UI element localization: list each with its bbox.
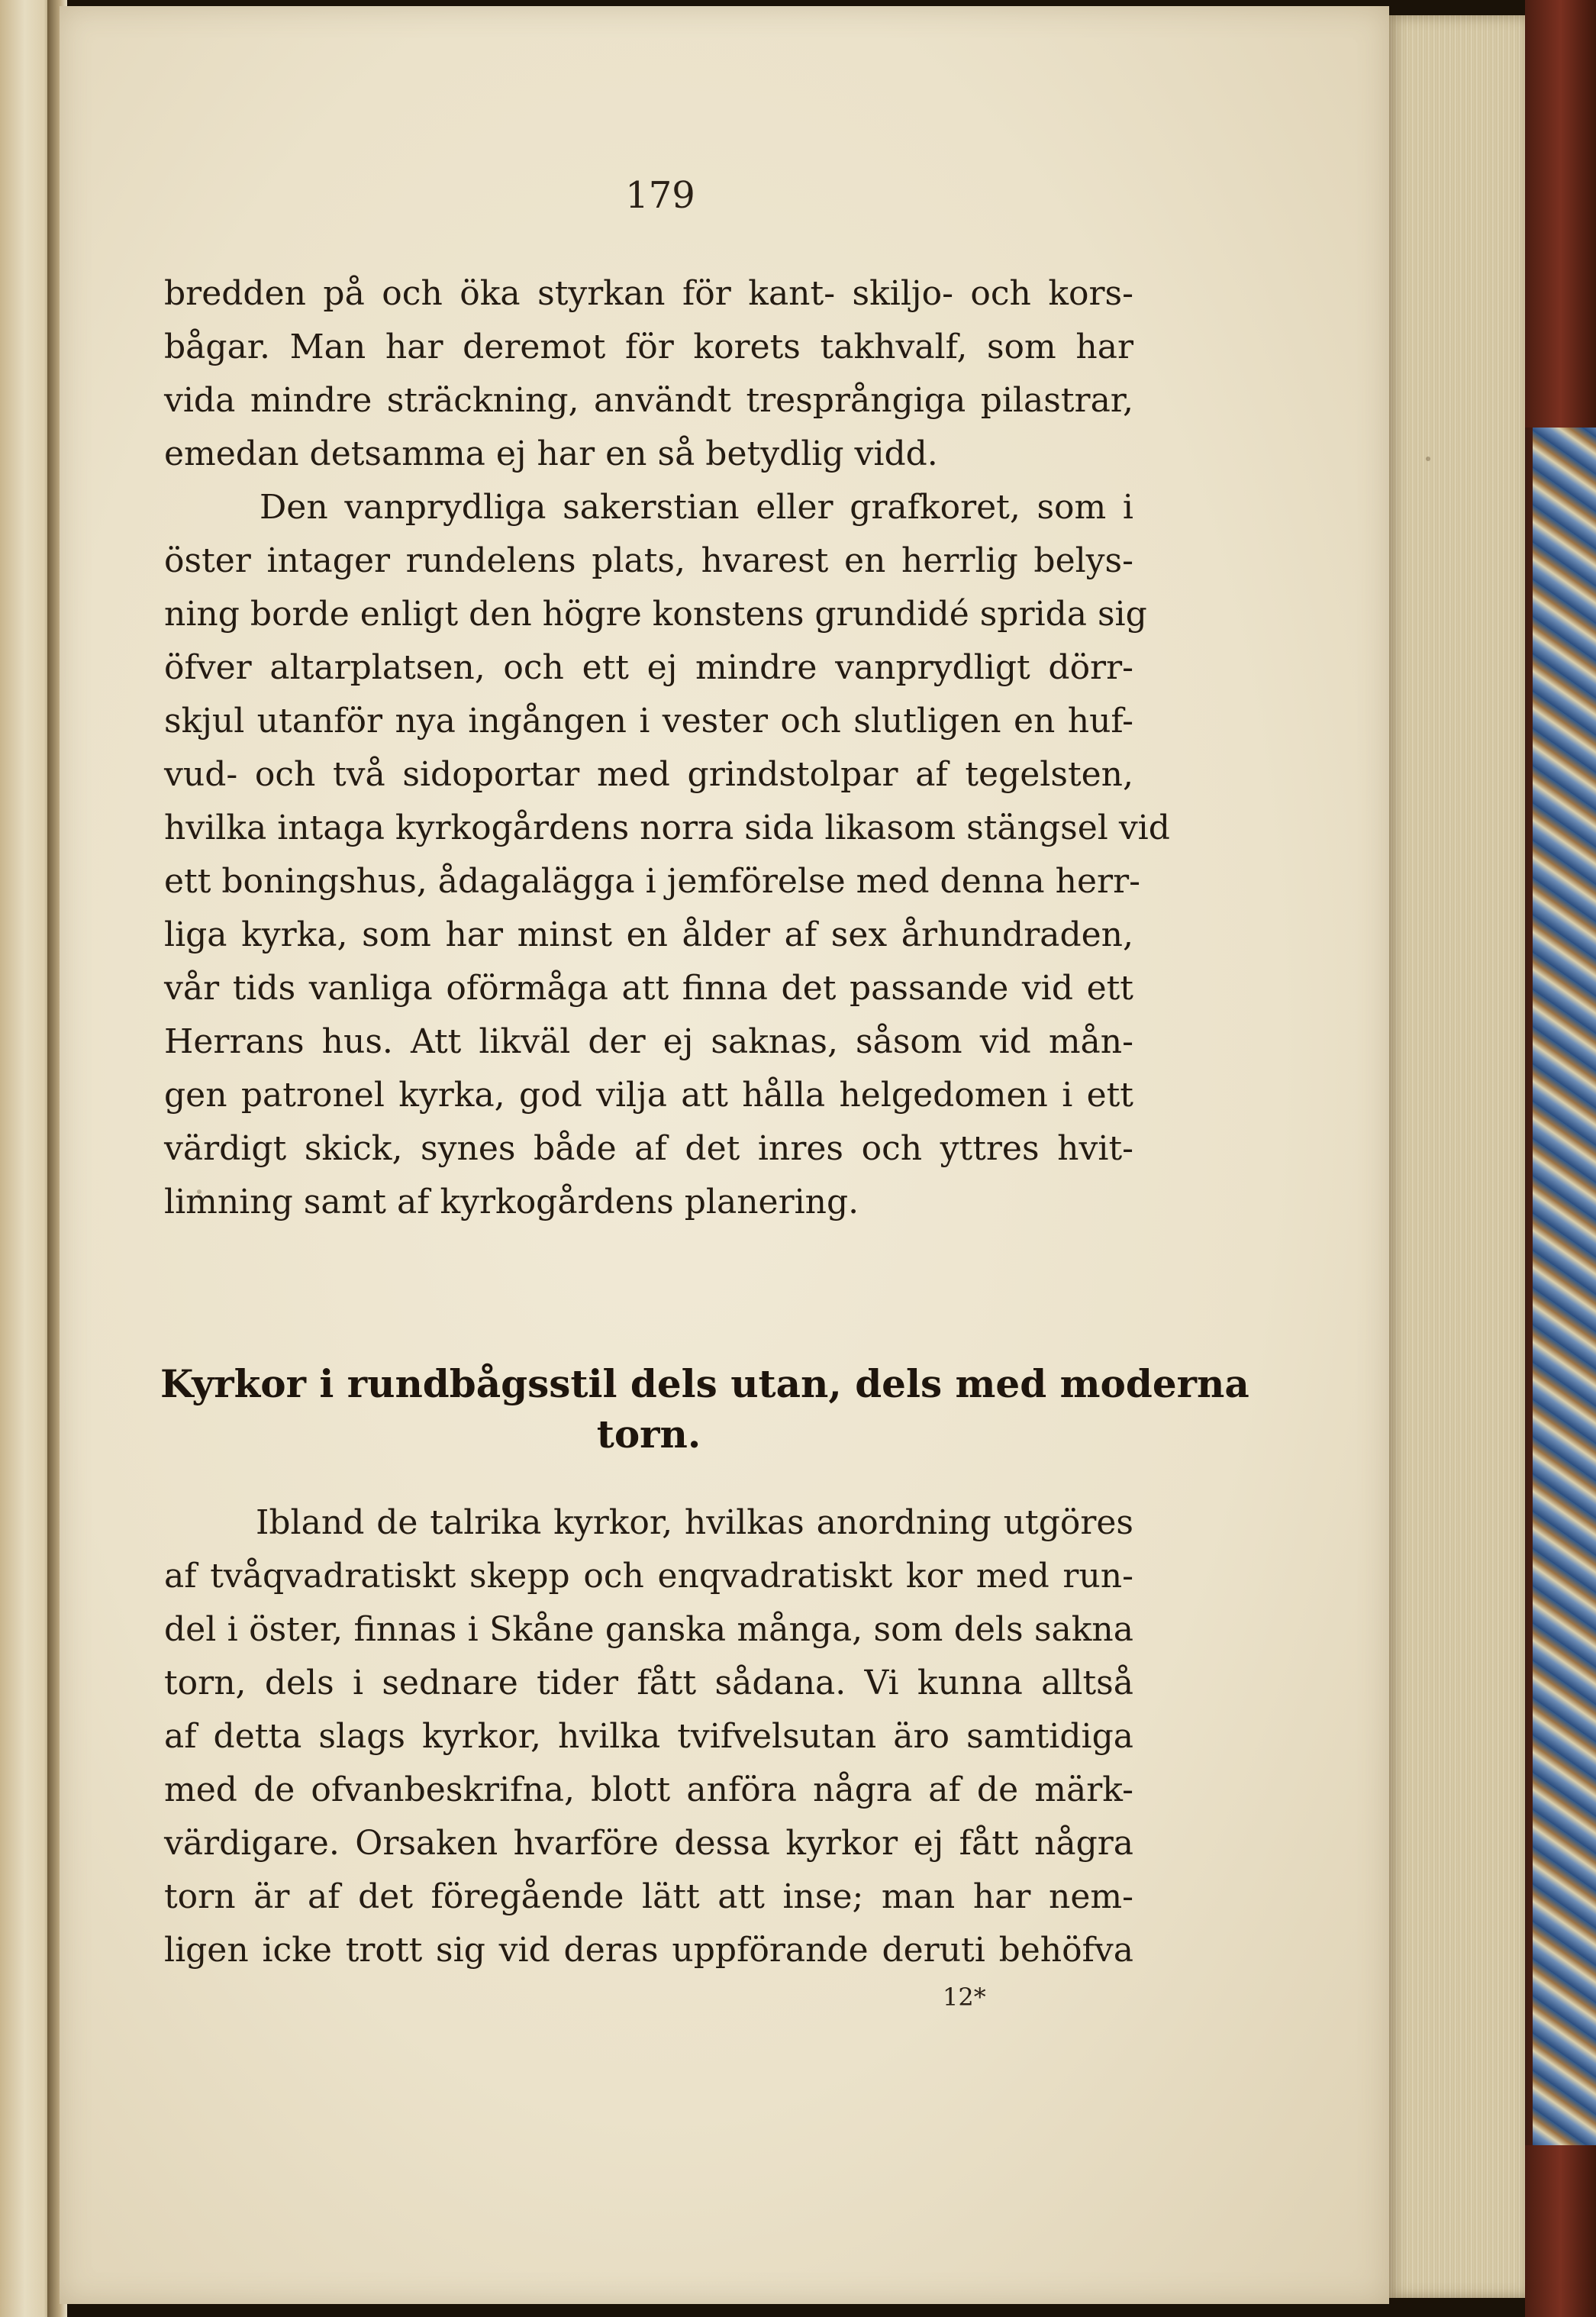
text-line: vida mindre sträckning, användt tresprångiga pilastrar, (164, 381, 1133, 420)
page-number: 179 (625, 174, 695, 217)
text-line: öster intager rundelens plats, hvarest en herrlig belys- (164, 541, 1133, 580)
text-line: ligen icke trott sig vid deras uppförande deruti behöfva (164, 1931, 1133, 1970)
signature-mark: 12* (943, 1983, 986, 2012)
section-heading (160, 1359, 1249, 1460)
text-line: af tvåqvadratiskt skepp och enqvadratiskt kor med run- (164, 1557, 1133, 1596)
text-line: ett boningshus, ådagalägga i jemförelse med denna herr- (164, 862, 1140, 901)
paper-fleck (1426, 457, 1430, 461)
text-line: ning borde enligt den högre konstens grundidé sprida sig (164, 595, 1147, 634)
text-line: torn, dels i sednare tider fått sådana. Vi kunna alltså (164, 1664, 1133, 1702)
text-line: Herrans hus. Att likväl der ej saknas, såsom vid mån- (164, 1022, 1133, 1061)
text-line: bredden på och öka styrkan för kant- skiljo- och kors- (164, 274, 1133, 313)
text-line: med de ofvanbeskrifna, blott anföra några af de märk- (164, 1770, 1133, 1809)
text-line: emedan detsamma ej har en så betydlig vidd. (164, 434, 938, 473)
text-line: värdigare. Orsaken hvarföre dessa kyrkor ej fått några (164, 1824, 1133, 1863)
text-line: vud- och två sidoportar med grindstolpar af tegelsten, (164, 755, 1133, 794)
text-line: Den vanprydliga sakerstian eller grafkoret, som i (260, 488, 1133, 527)
text-line: del i öster, finnas i Skåne ganska många, som dels sakna (164, 1610, 1133, 1649)
text-line: Ibland de talrika kyrkor, hvilkas anordning utgöres (256, 1503, 1133, 1542)
text-line: hvilka intaga kyrkogårdens norra sida likasom stängsel vid (164, 808, 1170, 847)
book-cover-top (1525, 0, 1596, 428)
text-line: limning samt af kyrkogårdens planering. (164, 1183, 859, 1221)
text-line: liga kyrka, som har minst en ålder af sex århundraden, (164, 915, 1133, 954)
text-line: af detta slags kyrkor, hvilka tvifvelsutan äro samtidiga (164, 1717, 1133, 1756)
marbled-fore-edge (1533, 428, 1596, 2145)
text-line: torn är af det föregående lätt att inse; man har nem- (164, 1877, 1133, 1916)
heading-line: torn. (596, 1412, 701, 1457)
paragraph-3 (164, 1496, 1133, 1977)
text-line: öfver altarplatsen, och ett ej mindre vanprydligt dörr- (164, 648, 1133, 687)
heading-line: Kyrkor i rundbågsstil dels utan, dels med moderna (160, 1361, 1249, 1406)
page-stack-edges (1388, 15, 1525, 2298)
book-cover-bottom (1525, 2145, 1596, 2317)
text-line: bågar. Man har deremot för korets takhvalf, som har (164, 328, 1133, 366)
text-line: värdigt skick, synes både af det inres och yttres hvit- (164, 1129, 1133, 1168)
paragraph-1 (164, 267, 1133, 481)
text-line: vår tids vanliga oförmåga att finna det passande vid ett (164, 969, 1133, 1008)
paragraph-2 (164, 481, 1170, 1229)
text-line: skjul utanför nya ingången i vester och slutligen en huf- (164, 702, 1133, 741)
text-line: gen patronel kyrka, god vilja att hålla helgedomen i ett (164, 1076, 1133, 1115)
